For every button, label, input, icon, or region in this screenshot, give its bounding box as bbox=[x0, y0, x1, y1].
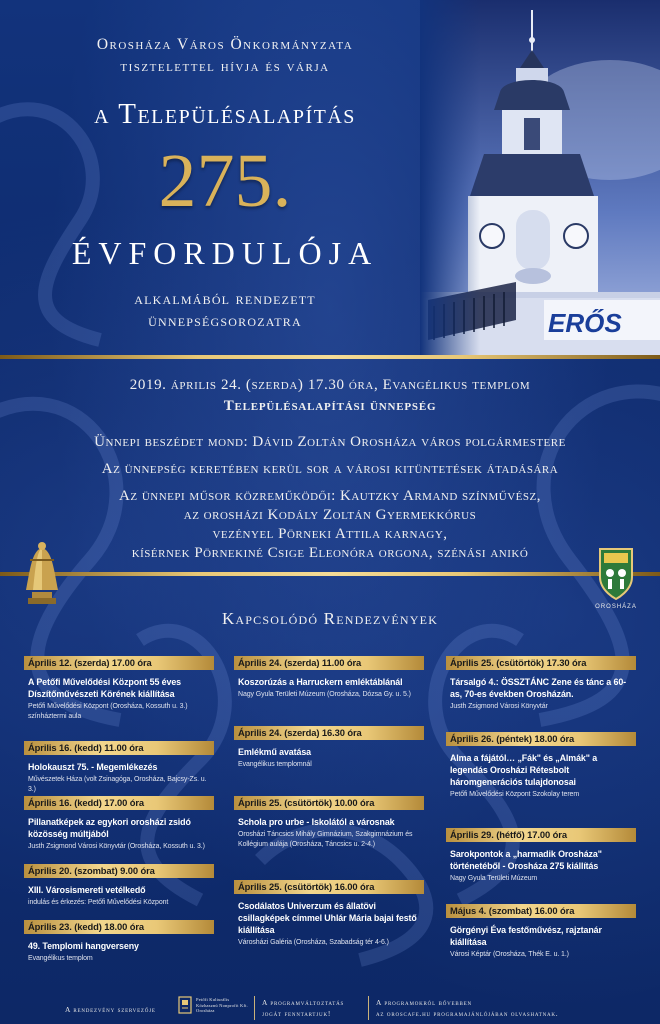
event-title: XIII. Városismereti vetélkedő bbox=[28, 885, 146, 895]
event-item bbox=[24, 920, 214, 964]
event-item bbox=[234, 880, 424, 948]
event-date: Április 20. (szombat) 9.00 óra bbox=[24, 864, 214, 878]
event-item bbox=[24, 796, 214, 864]
change-notice-2: jogát fenntartjuk! bbox=[262, 1009, 332, 1018]
event-item bbox=[234, 796, 424, 880]
event-item bbox=[24, 864, 214, 920]
header-line-1: Orosháza Város Önkormányzata bbox=[96, 36, 354, 53]
performers-line-1: Az ünnepi műsor közreműködői: Kautzky Armand színművész, bbox=[119, 488, 541, 504]
event-title: Schola pro urbe - Iskolától a városnak bbox=[238, 817, 395, 827]
gold-divider-bottom bbox=[0, 572, 660, 576]
anniversary-number: 275. bbox=[158, 139, 292, 223]
event-venue: Városházi Galéria (Orosháza, Szabadság tér 4-6.) bbox=[238, 939, 389, 946]
main-event-title: Településalapítási ünnepség bbox=[223, 398, 437, 414]
event-title: Csodálatos Univerzum és állatövi csillagképek címmel Uhlár Mária bajai festő kiállítása bbox=[238, 901, 417, 935]
header-line-2: tisztelettel hívja és várja bbox=[120, 58, 330, 75]
gold-divider-top bbox=[0, 355, 660, 359]
event-date: Április 29. (hétfő) 17.00 óra bbox=[446, 828, 636, 842]
event-item bbox=[24, 741, 214, 796]
event-venue: Városi Képtár (Orosháza, Thék E. u. 1.) bbox=[450, 951, 569, 958]
event-date: Április 25. (csütörtök) 10.00 óra bbox=[234, 796, 424, 810]
city-crest-icon bbox=[596, 543, 636, 609]
speech-line: Ünnepi beszédet mond: Dávid Zoltán Orosháza város polgármestere bbox=[94, 434, 566, 450]
anniversary-word: évfordulója bbox=[71, 223, 379, 274]
organizer-label: A rendezvény szervezője bbox=[65, 1005, 156, 1014]
event-item bbox=[234, 726, 424, 796]
event-date: Április 23. (kedd) 18.00 óra bbox=[24, 920, 214, 934]
header-line-5: alkalmából rendezett bbox=[134, 289, 316, 308]
event-date: Április 24. (szerda) 16.30 óra bbox=[234, 726, 424, 740]
performers-line-4: kísérnek Pörnekiné Csige Eleonóra orgona, szénási anikó bbox=[131, 545, 529, 561]
event-date: Április 16. (kedd) 17.00 óra bbox=[24, 796, 214, 810]
event-item bbox=[446, 732, 636, 828]
event-date: Április 12. (szerda) 17.00 óra bbox=[24, 656, 214, 670]
event-date: Május 4. (szombat) 16.00 óra bbox=[446, 904, 636, 918]
more-info-1: A programokról bővebben bbox=[376, 998, 472, 1007]
event-venue: Nagy Gyula Területi Múzeum (Orosháza, Dózsa Gy. u. 5.) bbox=[238, 691, 411, 698]
event-item bbox=[446, 656, 636, 732]
event-title: Sarokpontok a „harmadik Orosháza" történetéből - Orosháza 275 kiállítás bbox=[450, 849, 602, 871]
crest-label: OROSHÁZA bbox=[595, 604, 637, 610]
performers-line-3: vezényel Pörneki Attila karnagy, bbox=[212, 526, 448, 542]
event-item bbox=[234, 656, 424, 726]
more-info-2: az oroscafe.hu programajánlójában olvashatnak. bbox=[376, 1009, 559, 1018]
event-venue: indulás és érkezés: Petőfi Művelődési Központ bbox=[28, 899, 169, 906]
event-title: Társalgó 4.: ÖSSZTÁNC Zene és tánc a 60-as, 70-es években Orosházán. bbox=[450, 677, 627, 699]
event-venue: Művészetek Háza (volt Zsinagóga, Orosháza, Bajcsy-Zs. u. 3.) bbox=[28, 776, 207, 793]
events-column-1 bbox=[24, 656, 214, 964]
header-line-6: ünnepségsorozatra bbox=[148, 311, 302, 330]
event-venue: Petőfi Művelődési Központ (Orosháza, Kossuth u. 3.) színháztermi aula bbox=[28, 703, 188, 720]
event-item bbox=[446, 904, 636, 960]
organizer-logo-icon bbox=[178, 996, 192, 1014]
header-line-3: a Településalapítás bbox=[94, 98, 356, 130]
performers-line-2: az orosházi Kodály Zoltán Gyermekkórus bbox=[183, 507, 477, 523]
awards-line: Az ünnepség keretében kerül sor a városi kitüntetések átadására bbox=[101, 461, 559, 477]
event-title: Pillanatképek az egykori orosházi zsidó közösség múltjából bbox=[28, 817, 191, 839]
event-date: Április 25. (csütörtök) 16.00 óra bbox=[234, 880, 424, 894]
event-venue: Nagy Gyula Területi Múzeum bbox=[450, 875, 538, 882]
event-date: Április 24. (szerda) 11.00 óra bbox=[234, 656, 424, 670]
event-title: Emlékmű avatása bbox=[238, 747, 311, 757]
event-date: Április 25. (csütörtök) 17.30 óra bbox=[446, 656, 636, 670]
bell-monument-icon bbox=[20, 540, 64, 606]
footer-divider bbox=[368, 996, 369, 1020]
event-venue: Justh Zsigmond Városi Könyvtár bbox=[450, 703, 548, 710]
event-date: Április 16. (kedd) 11.00 óra bbox=[24, 741, 214, 755]
event-venue: Justh Zsigmond Városi Könyvtár (Orosháza, Kossuth u. 3.) bbox=[28, 843, 205, 850]
event-title: Koszorúzás a Harruckern emléktáblánál bbox=[238, 677, 403, 687]
change-notice-1: A programváltoztatás bbox=[262, 998, 345, 1007]
event-date: Április 26. (péntek) 18.00 óra bbox=[446, 732, 636, 746]
event-item bbox=[24, 656, 214, 741]
event-venue: Evangélikus templom bbox=[28, 955, 93, 962]
event-title: Holokauszt 75. - Megemlékezés bbox=[28, 762, 158, 772]
event-title: 49. Templomi hangverseny bbox=[28, 941, 139, 951]
main-event-date: 2019. április 24. (szerda) 17.30 óra, Evangélikus templom bbox=[129, 377, 531, 393]
related-events-title: Kapcsolódó Rendezvények bbox=[221, 609, 439, 628]
event-title: Alma a fájától… „Fák" és „Almák" a legendás Orosházi Rétesbolt háromgenerációs tulajdonosai bbox=[450, 753, 598, 787]
church-tower-image bbox=[420, 0, 660, 355]
event-venue: Petőfi Művelődési Központ Szokolay terem bbox=[450, 791, 580, 798]
events-column-3 bbox=[446, 656, 636, 960]
event-title: A Petőfi Művelődési Központ 55 éves Díszítőművészeti Körének kiállítása bbox=[28, 677, 181, 699]
organizer-logo-text: Petőfi Kulturális Közhasznú Nonprofit Kft. Orosháza bbox=[196, 997, 248, 1013]
footer-divider bbox=[254, 996, 255, 1020]
footer bbox=[0, 996, 660, 1024]
event-item bbox=[446, 828, 636, 904]
event-venue: Evangélikus templomnál bbox=[238, 761, 312, 768]
events-column-2 bbox=[234, 656, 424, 948]
event-title: Görgényi Éva festőművész, rajztanár kiállítása bbox=[450, 925, 602, 947]
event-venue: Orosházi Táncsics Mihály Gimnázium, Szakgimnázium és Kollégium aulája (Orosháza, Táncsics u. 2-4.) bbox=[238, 831, 413, 848]
